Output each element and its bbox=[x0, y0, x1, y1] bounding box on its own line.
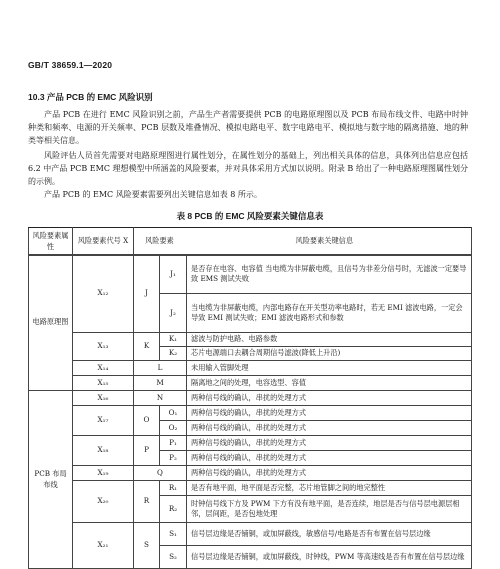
standard-number: GB/T 38659.1—2020 bbox=[28, 60, 113, 70]
sub-R2: R₂ bbox=[160, 496, 187, 523]
info-R2: 时钟信号线下方及 PWM 下方有没有地平面，是否连续，地层是否与信号层电源层相邻，层间距，是否包地处理 bbox=[187, 496, 472, 523]
code-x16: X₁₆ bbox=[73, 391, 134, 406]
element-Q: Q bbox=[134, 466, 187, 481]
code-x21: X₂₁ bbox=[73, 523, 134, 569]
group-circuit: 电路原理图 bbox=[29, 255, 73, 391]
info-S1: 信号层边缘是否铺铜，或加屏蔽线，敏感信号/电路是否有布置在信号层边缘 bbox=[187, 523, 472, 546]
emc-risk-table-body bbox=[28, 254, 472, 569]
element-J: J bbox=[134, 255, 160, 333]
info-O2: 两种信号线的确认，串扰的处理方式 bbox=[187, 421, 472, 436]
paragraph-1: 产品 PCB 在进行 EMC 风险识别之前，产品生产者需要提供 PCB 的电路原理图以及 PCB 布局布线文件、电路中时钟种类和频率、电源的开关频率、PCB 层数及堆叠情况、模拟电路电平、数字电路电平、模拟地与数字地的隔离措施、地的种类等相关信息。 bbox=[28, 110, 468, 145]
sub-J1: J₁ bbox=[160, 255, 187, 294]
code-x20: X₂₀ bbox=[73, 481, 134, 523]
header-key-info: 风险要素关键信息 bbox=[295, 236, 354, 246]
element-K: K bbox=[134, 333, 160, 361]
table-row bbox=[29, 406, 472, 421]
element-O: O bbox=[134, 406, 160, 436]
paragraph-3: 产品 PCB 的 EMC 风险要素需要列出关键信息如表 8 所示。 bbox=[44, 190, 262, 199]
table-row bbox=[29, 481, 472, 496]
sub-R1: R₁ bbox=[160, 481, 187, 496]
emc-risk-table bbox=[28, 227, 472, 256]
table-header-row bbox=[29, 228, 472, 256]
header-code: 风险要素代号 X bbox=[73, 228, 134, 256]
table-row bbox=[29, 333, 472, 347]
info-Q: 两种信号线的确认，串扰的处理方式 bbox=[187, 466, 472, 481]
element-N: N bbox=[134, 391, 187, 406]
sub-K1: K₁ bbox=[160, 333, 187, 347]
info-P1: 两种信号线的确认，串扰的处理方式 bbox=[187, 436, 472, 451]
code-x12: X₁₂ bbox=[73, 255, 134, 333]
table-row bbox=[29, 376, 472, 391]
info-K1: 滤波与防护电路、电路参数 bbox=[187, 333, 472, 347]
code-x18: X₁₈ bbox=[73, 436, 134, 466]
info-P2: 两种信号线的确认，串扰的处理方式 bbox=[187, 451, 472, 466]
sub-O2: O₂ bbox=[160, 421, 187, 436]
code-x19: X₁₉ bbox=[73, 466, 134, 481]
sub-S2: S₂ bbox=[160, 546, 187, 569]
info-S2: 信号层边缘是否铺铜，或加屏蔽线，时钟线，PWM 等高速线是否有布置在信号层边缘 bbox=[187, 546, 472, 569]
info-R1: 是否有地平面，地平面是否完整，芯片地管脚之间的地完整性 bbox=[187, 481, 472, 496]
sub-S1: S₁ bbox=[160, 523, 187, 546]
sub-K2: K₂ bbox=[160, 347, 187, 361]
group-pcb: PCB 布局布线 bbox=[29, 391, 73, 569]
table-row bbox=[29, 466, 472, 481]
element-M: M bbox=[134, 376, 187, 391]
sub-P2: P₂ bbox=[160, 451, 187, 466]
sub-J2: J₂ bbox=[160, 294, 187, 333]
code-x15: X₁₅ bbox=[73, 376, 134, 391]
sub-P1: P₁ bbox=[160, 436, 187, 451]
code-x13: X₁₃ bbox=[73, 333, 134, 361]
table-row bbox=[29, 255, 472, 294]
table-row bbox=[29, 391, 472, 406]
header-element bbox=[134, 228, 472, 256]
info-J2: 当电缆为非屏蔽电缆，内部电路存在开关型功率电路时，若无 EMI 滤波电路，一定会导致 EMI 测试失败；EMI 滤波电路形式和参数 bbox=[187, 294, 472, 333]
info-K2: 芯片电源端口去耦合周期信号滤波(降低上升沿) bbox=[187, 347, 472, 361]
element-L: L bbox=[134, 361, 187, 376]
element-R: R bbox=[134, 481, 160, 523]
element-S: S bbox=[134, 523, 160, 569]
section-title: 10.3 产品 PCB 的 EMC 风险识别 bbox=[28, 92, 153, 102]
header-attribute: 风险要素属性 bbox=[29, 228, 73, 256]
table-row bbox=[29, 523, 472, 546]
code-x14: X₁₄ bbox=[73, 361, 134, 376]
info-M: 隔离地之间的处理，电容选型、容值 bbox=[187, 376, 472, 391]
table-row bbox=[29, 361, 472, 376]
info-J1: 是否存在电容、电容值 当电缆为非屏蔽电缆，且信号为非差分信号时，无滤波一定要导致 EMS 测试失败 bbox=[187, 255, 472, 294]
header-element-label: 风险要素 bbox=[145, 236, 174, 246]
paragraph-2: 风险评估人员首先需要对电路原理图进行属性划分，在属性划分的基础上，列出相关具体的信息，具体列出信息应包括 6.2 中产品 PCB EMC 理想模型中所涵盖的风险要素，并对具体采用方式加以说明。附录 B 给出了一种电路原理图属性划分的示例。 bbox=[28, 151, 468, 186]
info-N: 两种信号线的确认，串扰的处理方式 bbox=[187, 391, 472, 406]
table-row bbox=[29, 436, 472, 451]
element-P: P bbox=[134, 436, 160, 466]
info-O1: 两种信号线的确认，串扰的处理方式 bbox=[187, 406, 472, 421]
code-x17: X₁₇ bbox=[73, 406, 134, 436]
info-L: 未用输入管脚处理 bbox=[187, 361, 472, 376]
sub-O1: O₁ bbox=[160, 406, 187, 421]
table-title: 表 8 PCB 的 EMC 风险要素关键信息表 bbox=[176, 211, 324, 221]
